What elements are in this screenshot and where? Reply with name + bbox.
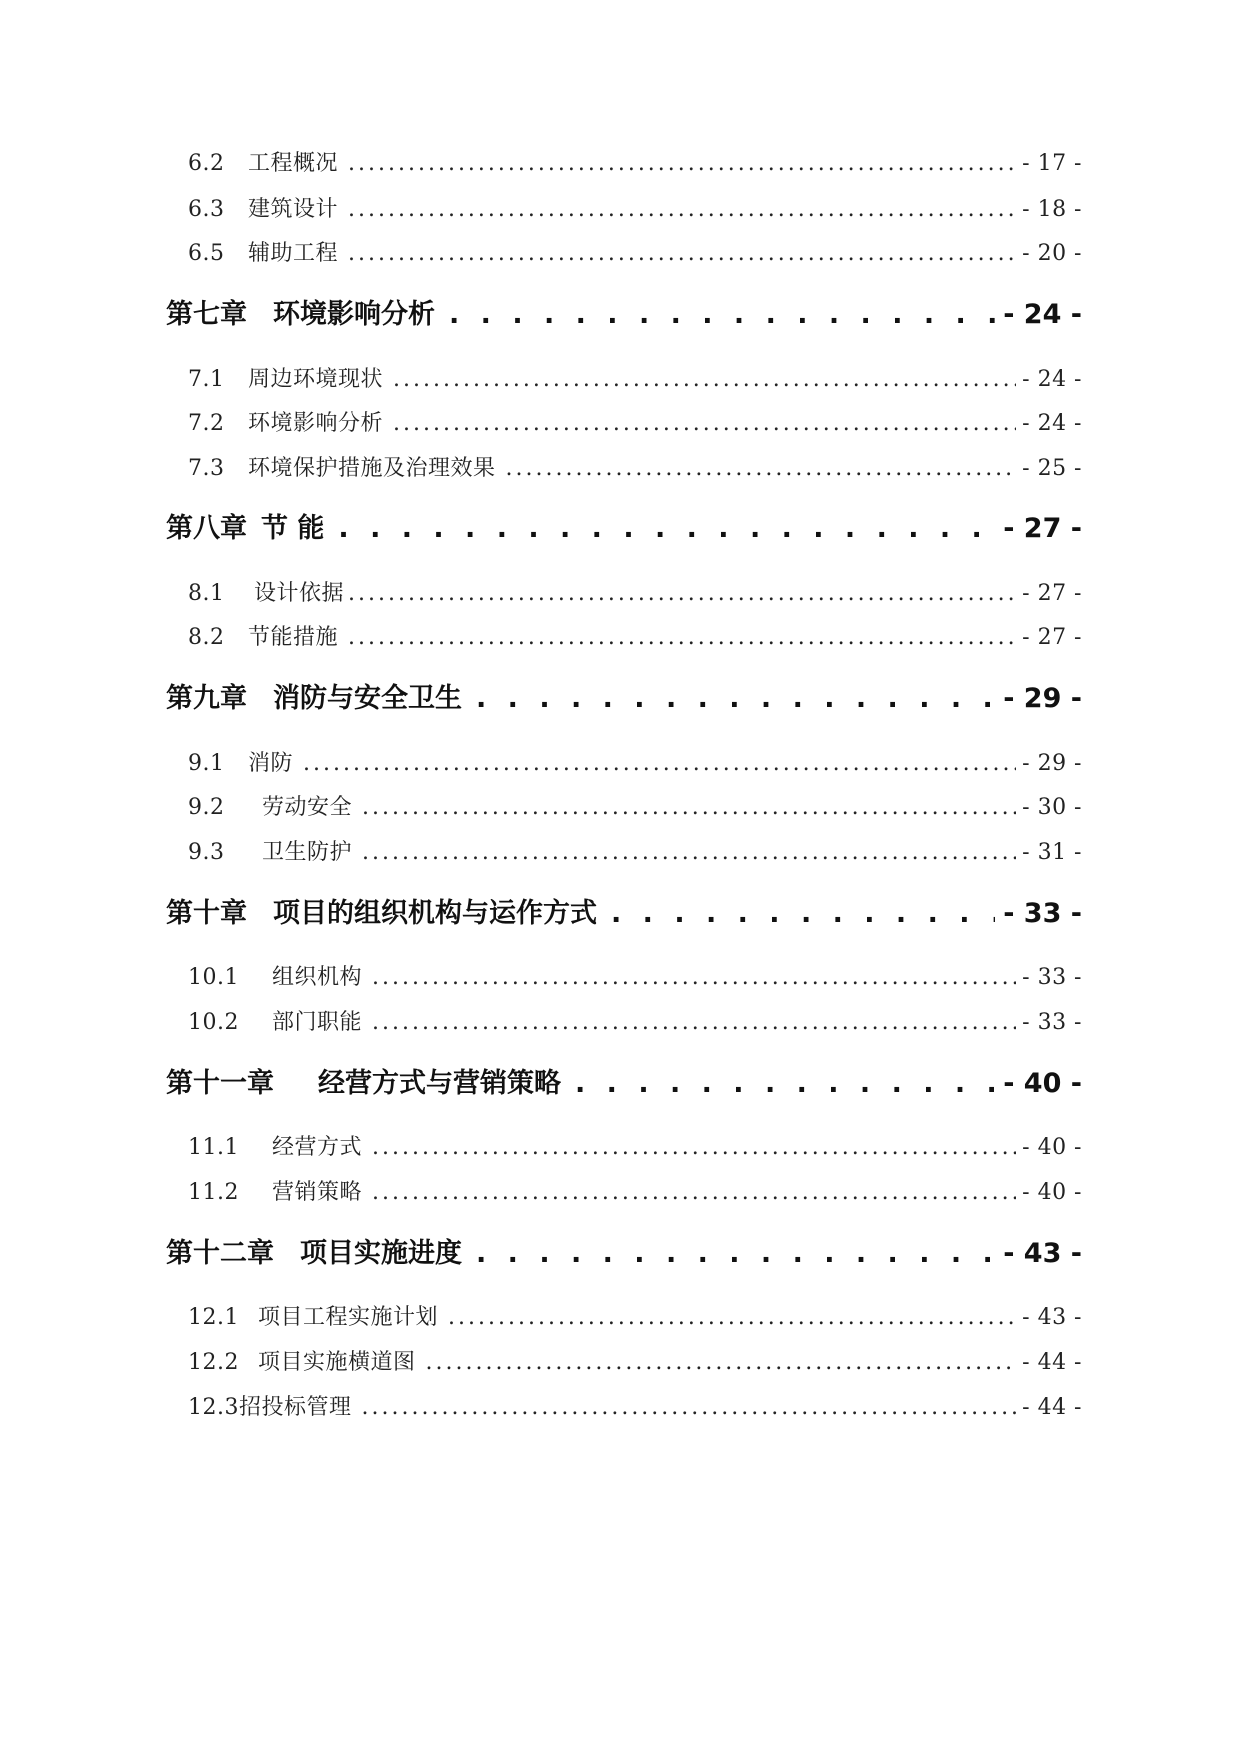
toc-entry[interactable]	[188, 790, 1082, 821]
dot-leader	[476, 1238, 995, 1269]
dot-leader	[348, 581, 1016, 606]
toc-chapter-title: 环境影响分析	[273, 299, 435, 330]
toc-entry-title: 周边环境现状	[248, 367, 384, 392]
toc-chapter-number: 第十一章	[166, 1068, 274, 1099]
dot-leader	[348, 241, 1016, 266]
toc-entry-page: - 27 -	[1022, 625, 1082, 650]
toc-entry[interactable]	[188, 835, 1082, 866]
toc-entry[interactable]	[188, 146, 1082, 177]
toc-entry[interactable]	[188, 362, 1082, 393]
toc-entry-title: 建筑设计	[248, 197, 339, 222]
toc-chapter[interactable]	[166, 1231, 1082, 1270]
toc-entry-number: 12.2	[188, 1350, 239, 1375]
dot-leader	[611, 898, 995, 929]
toc-entry-number: 7.2	[188, 411, 225, 436]
toc-chapter-title: 节 能	[261, 513, 325, 544]
toc-chapter-page: - 29 -	[1003, 683, 1082, 714]
toc-entry-number: 6.5	[188, 241, 225, 266]
toc-entry-title: 招投标管理	[238, 1395, 352, 1420]
toc-entry-title: 组织机构	[272, 965, 363, 990]
toc-chapter-title: 消防与安全卫生	[273, 683, 462, 714]
dot-leader	[393, 367, 1016, 392]
toc-entry-page: - 17 -	[1022, 151, 1082, 176]
toc-chapter-page: - 33 -	[1003, 898, 1082, 929]
dot-leader	[348, 197, 1016, 222]
toc-entry[interactable]	[188, 576, 1082, 607]
toc-entry[interactable]	[188, 1175, 1082, 1206]
toc-entry-page: - 40 -	[1022, 1180, 1082, 1205]
toc-entry-number: 8.1	[188, 581, 225, 606]
dot-leader	[348, 625, 1016, 650]
toc-entry[interactable]	[188, 1300, 1082, 1331]
toc-chapter-number: 第七章	[166, 299, 247, 330]
dot-leader	[449, 299, 995, 330]
toc-entry-title: 卫生防护	[262, 840, 353, 865]
toc-entry-page: - 25 -	[1022, 456, 1082, 481]
toc-entry[interactable]	[188, 1390, 1082, 1421]
toc-entry-number: 6.3	[188, 197, 225, 222]
toc-chapter-page: - 40 -	[1003, 1068, 1082, 1099]
toc-entry-title: 设计依据	[254, 581, 345, 606]
dot-leader	[362, 795, 1016, 820]
toc-entry-title: 经营方式	[272, 1135, 363, 1160]
toc-entry-page: - 20 -	[1022, 241, 1082, 266]
toc-entry-page: - 27 -	[1022, 581, 1082, 606]
toc-entry[interactable]	[188, 1005, 1082, 1036]
toc-chapter-page: - 24 -	[1003, 299, 1082, 330]
toc-chapter-title: 项目的组织机构与运作方式	[273, 898, 597, 929]
toc-chapter[interactable]	[166, 506, 1082, 545]
toc-entry[interactable]	[188, 406, 1082, 437]
toc-entry-page: - 24 -	[1022, 367, 1082, 392]
toc-entry-title: 环境保护措施及治理效果	[248, 456, 496, 481]
toc-chapter[interactable]	[166, 891, 1082, 930]
dot-leader	[362, 1395, 1017, 1420]
toc-chapter-number: 第九章	[166, 683, 247, 714]
dot-leader	[448, 1305, 1016, 1330]
toc-entry-page: - 30 -	[1022, 795, 1082, 820]
dot-leader	[372, 1135, 1016, 1160]
dot-leader	[372, 1010, 1016, 1035]
toc-entry-title: 辅助工程	[248, 241, 339, 266]
toc-entry[interactable]	[188, 746, 1082, 777]
toc-entry-number: 9.1	[188, 751, 225, 776]
dot-leader	[393, 411, 1016, 436]
dot-leader	[575, 1068, 995, 1099]
toc-entry-page: - 43 -	[1022, 1305, 1082, 1330]
toc-entry[interactable]	[188, 236, 1082, 267]
dot-leader	[476, 683, 995, 714]
toc-entry-page: - 33 -	[1022, 1010, 1082, 1035]
toc-entry-number: 10.1	[188, 965, 239, 990]
dot-leader	[506, 456, 1017, 481]
toc-entry[interactable]	[188, 451, 1082, 482]
toc-entry-page: - 31 -	[1022, 840, 1082, 865]
toc-entry-title: 项目实施横道图	[258, 1350, 416, 1375]
toc-entry-page: - 24 -	[1022, 411, 1082, 436]
toc-entry-number: 12.3	[188, 1395, 239, 1420]
toc-entry-title: 节能措施	[248, 625, 339, 650]
dot-leader	[348, 151, 1016, 176]
toc-entry-page: - 29 -	[1022, 751, 1082, 776]
toc-entry[interactable]	[188, 192, 1082, 223]
toc-entry[interactable]	[188, 960, 1082, 991]
toc-entry-number: 11.2	[188, 1180, 239, 1205]
toc-entry-number: 12.1	[188, 1305, 239, 1330]
toc-entry-number: 9.2	[188, 795, 225, 820]
toc-entry-number: 11.1	[188, 1135, 239, 1160]
toc-entry-number: 6.2	[188, 151, 225, 176]
toc-chapter-page: - 27 -	[1003, 513, 1082, 544]
dot-leader	[303, 751, 1016, 776]
toc-entry-number: 7.3	[188, 456, 225, 481]
toc-entry-page: - 18 -	[1022, 197, 1082, 222]
toc-entry-title: 营销策略	[272, 1180, 363, 1205]
toc-chapter-number: 第十章	[166, 898, 247, 929]
toc-entry-page: - 40 -	[1022, 1135, 1082, 1160]
toc-chapter-title: 项目实施进度	[300, 1238, 462, 1269]
toc-entry-title: 部门职能	[272, 1010, 363, 1035]
toc-chapter-number: 第十二章	[166, 1238, 274, 1269]
toc-chapter[interactable]	[166, 292, 1082, 331]
toc-entry-page: - 44 -	[1022, 1395, 1082, 1420]
toc-entry-number: 9.3	[188, 840, 225, 865]
toc-chapter-title: 经营方式与营销策略	[318, 1068, 561, 1099]
toc-entry-title: 项目工程实施计划	[258, 1305, 439, 1330]
toc-entry-number: 7.1	[188, 367, 225, 392]
toc-entry-number: 10.2	[188, 1010, 239, 1035]
toc-entry[interactable]	[188, 1345, 1082, 1376]
toc-entry-page: - 44 -	[1022, 1350, 1082, 1375]
toc-entry-title: 工程概况	[248, 151, 339, 176]
toc-entry-title: 消防	[248, 751, 294, 776]
dot-leader	[426, 1350, 1017, 1375]
toc-entry-title: 劳动安全	[262, 795, 353, 820]
dot-leader	[372, 965, 1016, 990]
toc-entry[interactable]	[188, 1130, 1082, 1161]
toc-entry-title: 环境影响分析	[248, 411, 384, 436]
toc-entry-number: 8.2	[188, 625, 225, 650]
toc-chapter[interactable]	[166, 1061, 1082, 1100]
toc-chapter-number: 第八章	[166, 513, 247, 544]
toc-entry[interactable]	[188, 620, 1082, 651]
toc-chapter-page: - 43 -	[1003, 1238, 1082, 1269]
toc-entry-page: - 33 -	[1022, 965, 1082, 990]
dot-leader	[362, 840, 1016, 865]
toc-chapter[interactable]	[166, 676, 1082, 715]
dot-leader	[338, 513, 995, 544]
dot-leader	[372, 1180, 1016, 1205]
